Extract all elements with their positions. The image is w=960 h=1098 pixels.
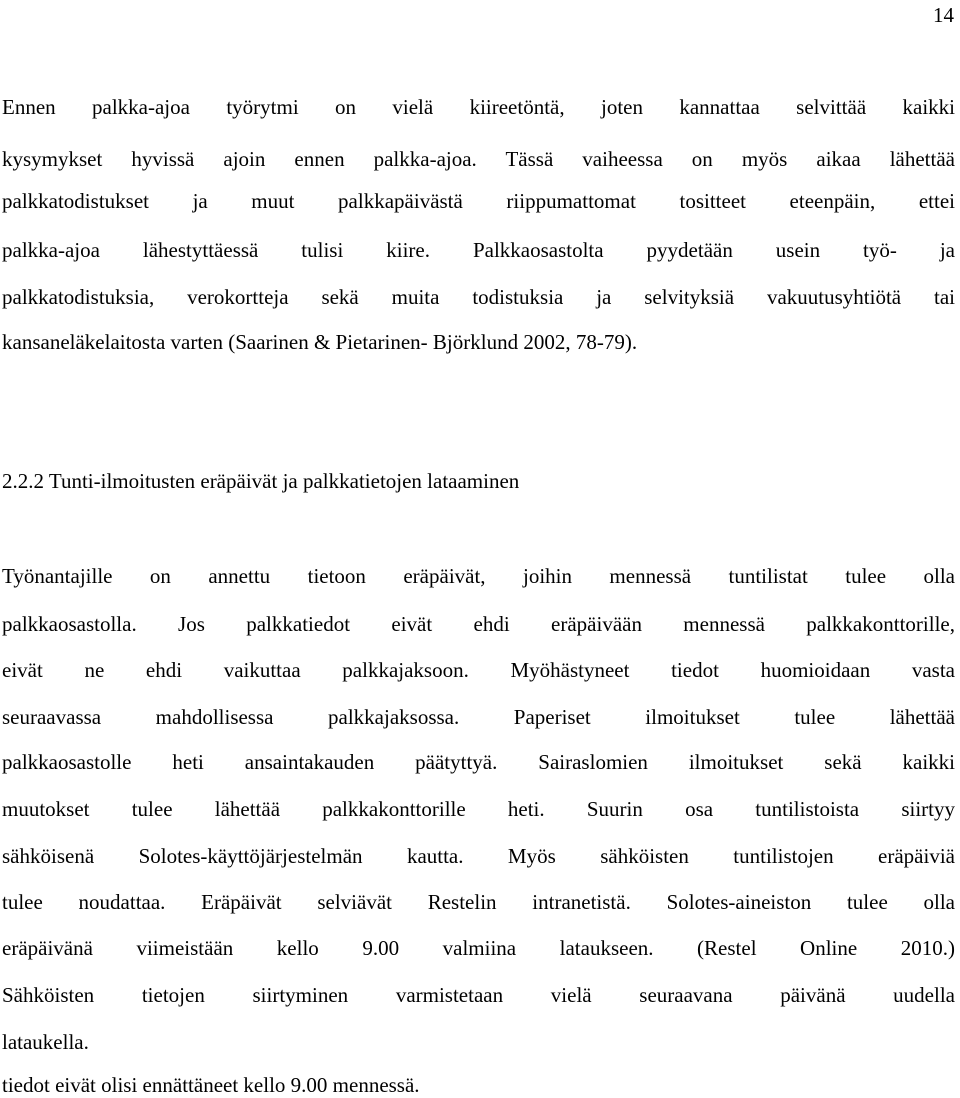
text-line: kansaneläkelaitosta varten (Saarinen & Pietarinen- Björklund 2002, 78-79). [2,330,638,354]
text-line: palkkaosastolla. Jos palkkatiedot eivät ehdi eräpäivään mennessä palkkakonttorille, [2,612,955,636]
text-line: Ennen palkka-ajoa työrytmi on vielä kiireetöntä, joten kannattaa selvittää kaikki [2,95,955,119]
text-line: sähköisenä Solotes-käyttöjärjestelmän kautta. Myös sähköisten tuntilistojen eräpäiviä [2,844,955,868]
text-line: palkka-ajoa lähestyttäessä tulisi kiire. Palkkaosastolta pyydetään usein työ- ja [2,238,955,262]
text-line: muutokset tulee lähettää palkkakonttorille heti. Suurin osa tuntilistoista siirtyy [2,797,955,821]
text-line: Työnantajille on annettu tietoon eräpäivät, joihin mennessä tuntilistat tulee olla [2,564,955,588]
text-line: lataukella. [2,1030,89,1054]
page-number: 14 [933,3,954,27]
text-line: palkkaosastolle heti ansaintakauden päätyttyä. Sairaslomien ilmoitukset sekä kaikki [2,750,955,774]
text-line: eräpäivänä viimeistään kello 9.00 valmiina lataukseen. (Restel Online 2010.) [2,936,955,960]
text-line: tiedot eivät olisi ennättäneet kello 9.00 mennessä. [2,1073,420,1097]
section-heading: 2.2.2 Tunti-ilmoitusten eräpäivät ja palkkatietojen lataaminen [2,469,520,493]
text-line: kysymykset hyvissä ajoin ennen palkka-ajoa. Tässä vaiheessa on myös aikaa lähettää [2,147,955,171]
text-line: tulee noudattaa. Eräpäivät selviävät Restelin intranetistä. Solotes-aineiston tulee olla [2,890,955,914]
text-line: eivät ne ehdi vaikuttaa palkkajaksoon. Myöhästyneet tiedot huomioidaan vasta [2,658,955,682]
text-line: seuraavassa mahdollisessa palkkajaksossa. Paperiset ilmoitukset tulee lähettää [2,705,955,729]
text-line: palkkatodistukset ja muut palkkapäivästä riippumattomat tositteet eteenpäin, ettei [2,189,955,213]
text-line: palkkatodistuksia, verokortteja sekä muita todistuksia ja selvityksiä vakuutusyhtiötä tai [2,285,955,309]
text-line: Sähköisten tietojen siirtyminen varmistetaan vielä seuraavana päivänä uudella [2,983,955,1007]
